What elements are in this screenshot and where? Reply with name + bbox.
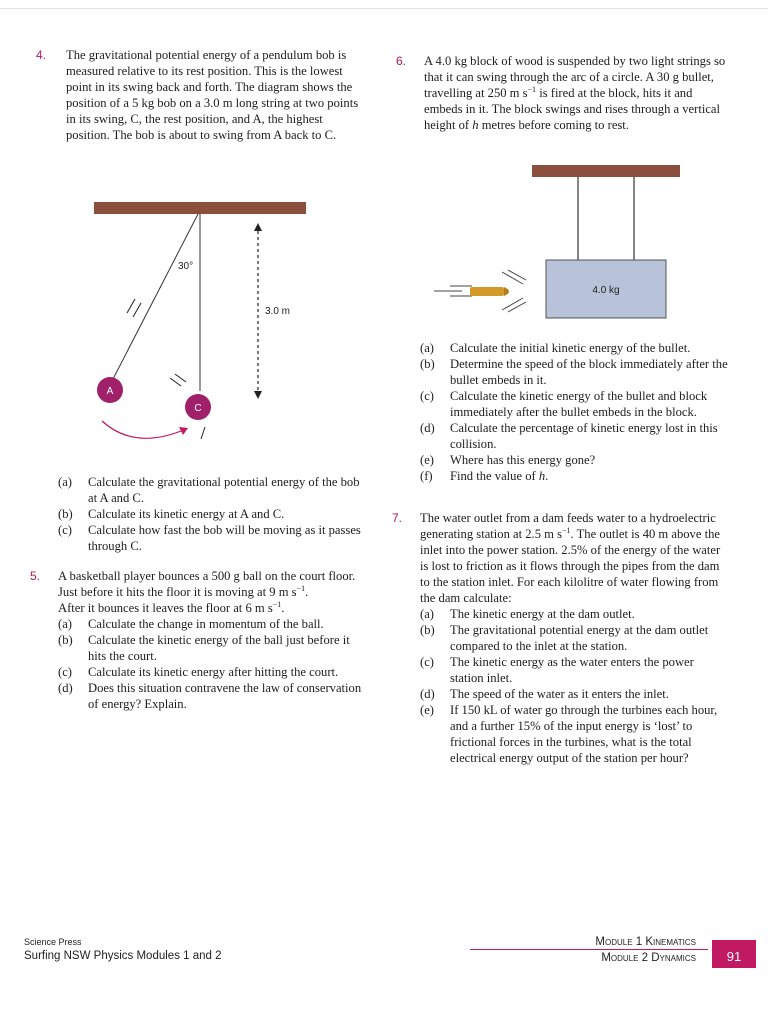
question-text: A 4.0 kg block of wood is suspended by two light strings so that it can swing through the arc of a circle. A 30 g bullet, travelling at 250 m $s^{-1}$ is fired at the block, hits it and embeds in it. The block swings and rises through a vertical height of h metres before coming to rest. (424, 54, 726, 132)
motion-mark (201, 427, 205, 439)
bob-c-label: C (194, 403, 202, 414)
footer-rule (470, 949, 708, 950)
length-label: 3.0 m (265, 306, 291, 317)
length-arrowhead-up (254, 223, 262, 231)
length-arrowhead-down (254, 391, 262, 399)
question-text: The gravitational potential energy of a pendulum bob is measured relative to its rest position. This is the lowest point in its swing back and forth. The diagram shows the position of a 5 kg bob on a 3.0 m long string at two points in its swing, C, the rest position, and A, the highest position. The bob is about to swing from A back to C. (66, 48, 359, 142)
ceiling-beam (94, 202, 306, 214)
block-mass-label: 4.0 kg (592, 285, 620, 296)
question-part: (c) The kinetic energy as the water enters the power station inlet. (420, 655, 694, 685)
question-text: A basketball player bounces a 500 g ball on the court floor. Just before it hits the floor it is moving at 9 m $s^{-1}$. (58, 569, 356, 599)
motion-mark (508, 302, 526, 312)
question-part: (a) Calculate the initial kinetic energy of the bullet. (420, 341, 691, 355)
motion-mark (170, 378, 181, 386)
footer-left (24, 937, 222, 962)
pendulum-diagram (90, 195, 315, 450)
question-5 (30, 568, 363, 712)
question-part: (d) The speed of the water as it enters the inlet. (420, 687, 669, 701)
question-part: (c) Calculate how fast the bob will be moving as it passes through C. (58, 523, 361, 553)
question-6-parts (420, 340, 728, 484)
question-part: (b) The gravitational potential energy at the dam outlet compared to the inlet at the station. (420, 623, 709, 653)
string-displaced (112, 214, 198, 381)
motion-mark (133, 303, 141, 317)
swing-arrow (102, 421, 186, 438)
question-part: (c) Calculate its kinetic energy after hitting the court. (58, 665, 339, 679)
footer-right (470, 936, 708, 964)
question-part: (a) Calculate the gravitational potential energy of the bob at A and C. (58, 475, 360, 505)
question-part: (f) Find the value of h. (420, 469, 549, 483)
question-part: (d) Does this situation contravene the law of conservation of energy? Explain. (58, 681, 362, 711)
question-7 (392, 510, 728, 766)
question-text: The water outlet from a dam feeds water to a hydroelectric generating station at 2.5 m $s^{-1}$. The outlet is 40 m above the inlet into the power station. 2.5% of the energy of the water is lost to friction as it flows through the pipes from the dam to the station inlet. For each kilolitre of water flowing from the dam calculate: (420, 511, 721, 605)
page-number: 91 (712, 940, 756, 968)
question-part: (a) The kinetic energy at the dam outlet. (420, 607, 635, 621)
bullet (470, 287, 504, 296)
question-part: (b) Calculate the kinetic energy of the ball just before it hits the court. (58, 633, 350, 663)
bullet-tip (504, 287, 509, 296)
question-part: (b) Determine the speed of the block immediately after the bullet embeds in it. (420, 357, 728, 387)
ballistic-block-diagram (428, 160, 688, 320)
question-number: 5. (30, 569, 41, 583)
question-number: 6. (396, 54, 407, 68)
module-2-label: Module 2 Dynamics (601, 952, 696, 964)
ceiling-beam (532, 165, 680, 177)
question-part: (e) Where has this energy gone? (420, 453, 596, 467)
bob-a-label: A (106, 386, 114, 397)
question-part: (b) Calculate its kinetic energy at A and C. (58, 507, 285, 521)
question-part: (c) Calculate the kinetic energy of the bullet and block immediately after the bullet embeds in the block. (420, 389, 708, 419)
page-top-rule (0, 8, 768, 9)
motion-mark (502, 298, 523, 310)
question-number: 4. (36, 48, 47, 62)
question-part: (d) Calculate the percentage of kinetic energy lost in this collision. (420, 421, 718, 451)
question-part: (a) Calculate the change in momentum of the ball. (58, 617, 324, 631)
question-part: (e) If 150 kL of water go through the turbines each hour, and a further 15% of the input energy is ‘lost’ to frictional forces in the turbines, what is the total electrical energy output of the station per hour? (420, 703, 718, 765)
question-number: 7. (392, 511, 403, 525)
motion-mark (127, 299, 135, 313)
motion-mark (502, 272, 523, 284)
question-4 (36, 47, 364, 143)
angle-label: 30° (178, 261, 194, 272)
question-text: After it bounces it leaves the floor at 6 m $s^{-1}$. (58, 599, 285, 615)
module-1-label: Module 1 Kinematics (595, 936, 696, 948)
question-4-parts (58, 474, 363, 554)
motion-mark (508, 270, 526, 280)
motion-mark (175, 374, 186, 382)
question-6 (396, 53, 726, 133)
publisher: Science Press (24, 937, 82, 947)
book-title: Surfing NSW Physics Modules 1 and 2 (24, 950, 222, 962)
